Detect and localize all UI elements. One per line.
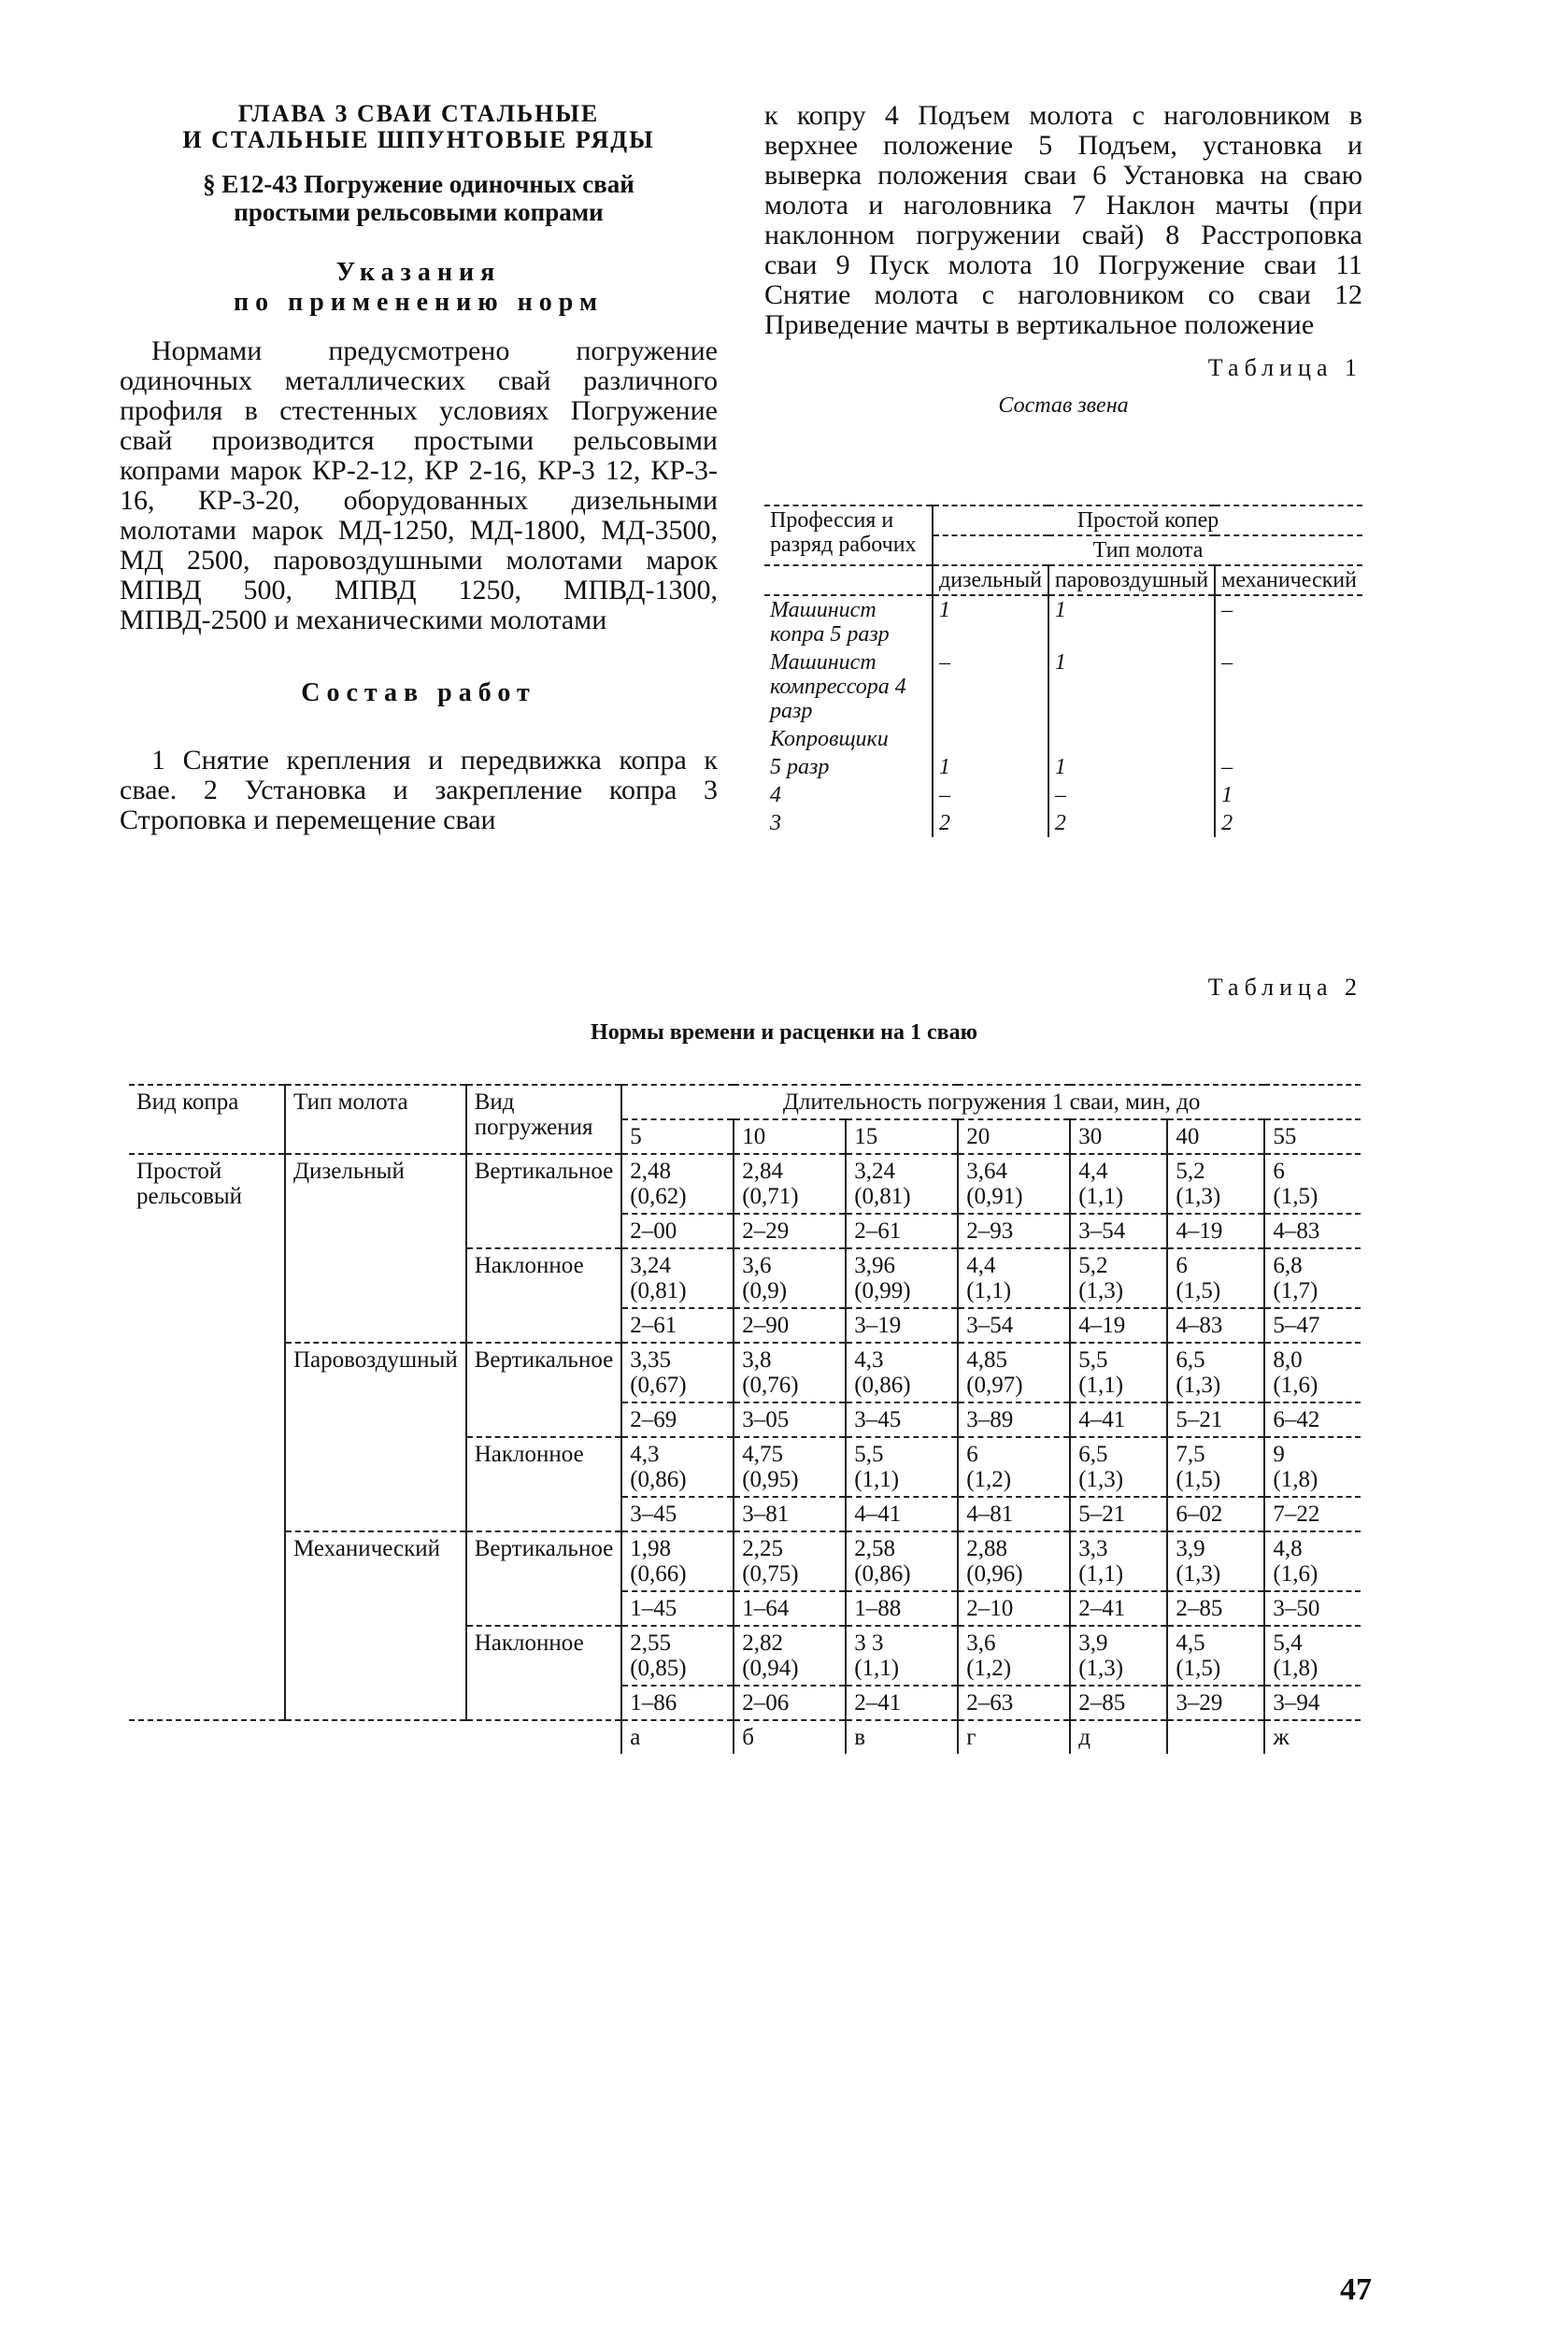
t2-rate-cell: 2–41: [1070, 1591, 1167, 1626]
t2-column-letter: г: [958, 1720, 1070, 1754]
t1-header-steam: паровоздушный: [1048, 565, 1215, 595]
t2-mode-cell: Вертикальное: [466, 1154, 622, 1248]
t2-type-cell: Паровоздушный: [285, 1343, 466, 1531]
t2-norm-cell: 6,5 (1,3): [1167, 1343, 1264, 1402]
t2-header-mode: Вид погружения: [466, 1085, 622, 1154]
t1-header-simple: Простой копер: [933, 505, 1362, 535]
t2-column-letter: [1167, 1720, 1264, 1754]
t2-norm-cell: 4,5 (1,5): [1167, 1626, 1264, 1686]
t2-norm-cell: 3,24 (0,81): [846, 1154, 958, 1214]
t2-rate-cell: 7–22: [1264, 1497, 1361, 1531]
t2-norm-cell: 5,2 (1,3): [1070, 1248, 1167, 1308]
chapter-title-line2: И СТАЛЬНЫЕ ШПУНТОВЫЕ РЯДЫ: [182, 126, 655, 153]
t2-rate-cell: 4–41: [1070, 1402, 1167, 1437]
t2-rate-cell: 3–29: [1167, 1686, 1264, 1720]
t2-norm-cell: 4,8 (1,6): [1264, 1531, 1361, 1591]
t2-mode-cell: Наклонное: [466, 1248, 622, 1343]
work-heading: Состав работ: [301, 678, 536, 707]
t2-rate-cell: 2–10: [958, 1591, 1070, 1626]
t2-norm-cell: 2,88 (0,96): [958, 1531, 1070, 1591]
section-title-line1: § Е12-43 Погружение одиночных свай: [203, 170, 634, 198]
table1: [764, 505, 1362, 837]
instructions-text: Нормами предусмотрено погружение одиночных металлических свай различного профиля в стестенных условиях Погружение свай производится простыми рельсовыми копрами марок КР-2-12, КР 2-16, КР-3 12, КР-3-16, КР-3-20, оборудованных дизельными молотами марок МД-1250, МД-1800, МД-3500, МД 2500, паровоздушными молотами марок МПВД 500, МПВД 1250, МПВД-1300, МПВД-2500 и механическими молотами: [120, 335, 718, 635]
t2-norm-row: [129, 1343, 1361, 1402]
t2-rate-cell: 2–93: [958, 1214, 1070, 1248]
t2-duration-header: 55: [1264, 1119, 1361, 1154]
t2-mode-cell: Вертикальное: [466, 1343, 622, 1437]
table2: [129, 1084, 1361, 1754]
t2-norm-cell: 3,35 (0,67): [621, 1343, 734, 1402]
t1-row: Машинист копра 5 разр 1 1 –: [764, 595, 1362, 648]
t2-header-duration: Длительность погружения 1 сваи, мин, до: [621, 1085, 1361, 1119]
t2-norm-cell: 6 (1,5): [1167, 1248, 1264, 1308]
t2-rate-cell: 3–81: [734, 1497, 846, 1531]
t2-column-letter: а: [621, 1720, 734, 1754]
t2-header-type: Тип молота: [285, 1085, 466, 1154]
t2-rate-cell: 2–85: [1070, 1686, 1167, 1720]
table1-label: Таблица 1: [1207, 354, 1362, 381]
t2-rate-cell: 1–86: [621, 1686, 734, 1720]
t2-rate-cell: 2–63: [958, 1686, 1070, 1720]
t2-norm-cell: 2,25 (0,75): [734, 1531, 846, 1591]
t1-row: 5 разр 1 1 –: [764, 753, 1362, 781]
page-number: 47: [1340, 2272, 1372, 2307]
t2-norm-cell: 5,5 (1,1): [846, 1437, 958, 1497]
t2-norm-cell: 3,24 (0,81): [621, 1248, 734, 1308]
t2-rate-cell: 6–42: [1264, 1402, 1361, 1437]
work-text-right: к копру 4 Подъем молота с наголовником в верхнее положение 5 Подъем, установка и выверка положения сваи 6 Установка на сваю молота и наголовника 7 Наклон мачты (при наклонном погружении свай) 8 Расстроповка сваи 9 Пуск молота 10 Погружение сваи 11 Снятие молота с наголовником со сваи 12 Приведение мачты в вертикальное положение: [764, 100, 1362, 340]
t2-norm-cell: 6,8 (1,7): [1264, 1248, 1361, 1308]
t2-column-letter: в: [846, 1720, 958, 1754]
t2-norm-cell: 4,75 (0,95): [734, 1437, 846, 1497]
t2-rate-cell: 6–02: [1167, 1497, 1264, 1531]
t2-norm-cell: 3,8 (0,76): [734, 1343, 846, 1402]
table1-caption: Состав звена: [998, 393, 1129, 418]
t2-norm-cell: 6 (1,5): [1264, 1154, 1361, 1214]
t2-norm-cell: 5,2 (1,3): [1167, 1154, 1264, 1214]
t2-norm-cell: 4,3 (0,86): [621, 1437, 734, 1497]
t2-norm-cell: 3,9 (1,3): [1070, 1626, 1167, 1686]
t2-rate-cell: 5–21: [1167, 1402, 1264, 1437]
t2-mode-cell: Вертикальное: [466, 1531, 622, 1626]
t2-norm-cell: 6 (1,2): [958, 1437, 1070, 1497]
t2-norm-cell: 4,4 (1,1): [958, 1248, 1070, 1308]
chapter-title-line1: ГЛАВА 3 СВАИ СТАЛЬНЫЕ: [237, 100, 600, 127]
t2-duration-header: 10: [734, 1119, 846, 1154]
t2-rate-cell: 2–00: [621, 1214, 734, 1248]
t2-rate-cell: 2–85: [1167, 1591, 1264, 1626]
t2-duration-header: 5: [621, 1119, 734, 1154]
t2-rate-cell: 4–83: [1264, 1214, 1361, 1248]
t1-header-diesel: дизельный: [933, 565, 1048, 595]
t2-rate-cell: 3–45: [846, 1402, 958, 1437]
t1-header-profession: Профессия и разряд рабочих: [764, 505, 933, 565]
t2-column-letter: д: [1070, 1720, 1167, 1754]
t2-norm-cell: 4,4 (1,1): [1070, 1154, 1167, 1214]
t2-rate-cell: 3–19: [846, 1308, 958, 1343]
t2-norm-cell: 6,5 (1,3): [1070, 1437, 1167, 1497]
t2-duration-header: 30: [1070, 1119, 1167, 1154]
t2-norm-cell: 4,3 (0,86): [846, 1343, 958, 1402]
right-column: [764, 101, 1362, 420]
t2-norm-cell: 2,48 (0,62): [621, 1154, 734, 1214]
t2-rate-cell: 2–29: [734, 1214, 846, 1248]
t2-norm-cell: 8,0 (1,6): [1264, 1343, 1361, 1402]
t1-header-mech: механический: [1215, 565, 1362, 595]
t2-letter-row: [129, 1720, 1361, 1754]
t2-rate-cell: 2–61: [621, 1308, 734, 1343]
t2-kind-cell: Простой рельсовый: [129, 1154, 285, 1720]
t2-duration-header: 15: [846, 1119, 958, 1154]
t2-rate-cell: 4–83: [1167, 1308, 1264, 1343]
t2-norm-cell: 5,5 (1,1): [1070, 1343, 1167, 1402]
t2-norm-cell: 9 (1,8): [1264, 1437, 1361, 1497]
t2-norm-row: [129, 1531, 1361, 1591]
left-column: [120, 101, 718, 835]
t2-duration-header: 40: [1167, 1119, 1264, 1154]
t2-norm-cell: 5,4 (1,8): [1264, 1626, 1361, 1686]
work-text-left: 1 Снятие крепления и передвижка копра к свае. 2 Установка и закрепление копра 3 Строповка и перемещение сваи: [120, 745, 718, 835]
t2-norm-cell: 3,9 (1,3): [1167, 1531, 1264, 1591]
t1-row: Машинист компрессора 4 разр – 1 –: [764, 648, 1362, 725]
t2-rate-cell: 1–45: [621, 1591, 734, 1626]
t2-rate-cell: 3–89: [958, 1402, 1070, 1437]
t1-row: Копровщики: [764, 725, 1362, 753]
t2-rate-cell: 4–19: [1167, 1214, 1264, 1248]
t2-rate-cell: 3–45: [621, 1497, 734, 1531]
t2-rate-cell: 3–94: [1264, 1686, 1361, 1720]
t2-type-cell: Механический: [285, 1531, 466, 1720]
t2-mode-cell: Наклонное: [466, 1626, 622, 1720]
t2-rate-cell: 2–06: [734, 1686, 846, 1720]
t2-rate-cell: 4–19: [1070, 1308, 1167, 1343]
t1-header-hammer: Тип молота: [933, 535, 1362, 565]
t2-norm-cell: 3,64 (0,91): [958, 1154, 1070, 1214]
t2-norm-cell: 7,5 (1,5): [1167, 1437, 1264, 1497]
t2-mode-cell: Наклонное: [466, 1437, 622, 1531]
t2-norm-cell: 2,58 (0,86): [846, 1531, 958, 1591]
t2-norm-row: [129, 1154, 1361, 1214]
t2-rate-cell: 2–61: [846, 1214, 958, 1248]
t2-rate-cell: 3–54: [958, 1308, 1070, 1343]
t2-rate-cell: 5–47: [1264, 1308, 1361, 1343]
table2-caption: Нормы времени и расценки на 1 сваю: [591, 1020, 977, 1045]
t2-norm-cell: 2,82 (0,94): [734, 1626, 846, 1686]
t1-row: 3 2 2 2: [764, 809, 1362, 837]
t2-rate-cell: 4–81: [958, 1497, 1070, 1531]
t2-rate-cell: 3–05: [734, 1402, 846, 1437]
t2-rate-cell: 3–50: [1264, 1591, 1361, 1626]
t2-column-letter: б: [734, 1720, 846, 1754]
t2-rate-cell: 2–90: [734, 1308, 846, 1343]
t1-row: 4 – – 1: [764, 781, 1362, 809]
t2-header-kind: Вид копра: [129, 1085, 285, 1154]
t2-rate-cell: 3–54: [1070, 1214, 1167, 1248]
t2-norm-cell: 1,98 (0,66): [621, 1531, 734, 1591]
t2-norm-cell: 2,84 (0,71): [734, 1154, 846, 1214]
instructions-heading1: Указания: [335, 258, 502, 287]
t2-type-cell: Дизельный: [285, 1154, 466, 1343]
t2-norm-cell: 3 3 (1,1): [846, 1626, 958, 1686]
t2-rate-cell: 5–21: [1070, 1497, 1167, 1531]
section-title-line2: простыми рельсовыми копрами: [234, 198, 604, 226]
t2-rate-cell: 2–69: [621, 1402, 734, 1437]
t2-norm-cell: 3,6 (0,9): [734, 1248, 846, 1308]
t2-rate-cell: 2–41: [846, 1686, 958, 1720]
instructions-heading2: по применению норм: [233, 288, 605, 317]
t2-rate-cell: 1–88: [846, 1591, 958, 1626]
t2-rate-cell: 1–64: [734, 1591, 846, 1626]
t2-column-letter: ж: [1273, 1725, 1290, 1750]
t2-rate-cell: 4–41: [846, 1497, 958, 1531]
t2-norm-cell: 2,55 (0,85): [621, 1626, 734, 1686]
t2-norm-cell: 3,96 (0,99): [846, 1248, 958, 1308]
t2-norm-cell: 3,6 (1,2): [958, 1626, 1070, 1686]
table2-label: Таблица 2: [1207, 974, 1362, 1001]
t2-norm-cell: 3,3 (1,1): [1070, 1531, 1167, 1591]
t2-duration-header: 20: [958, 1119, 1070, 1154]
t2-norm-cell: 4,85 (0,97): [958, 1343, 1070, 1402]
